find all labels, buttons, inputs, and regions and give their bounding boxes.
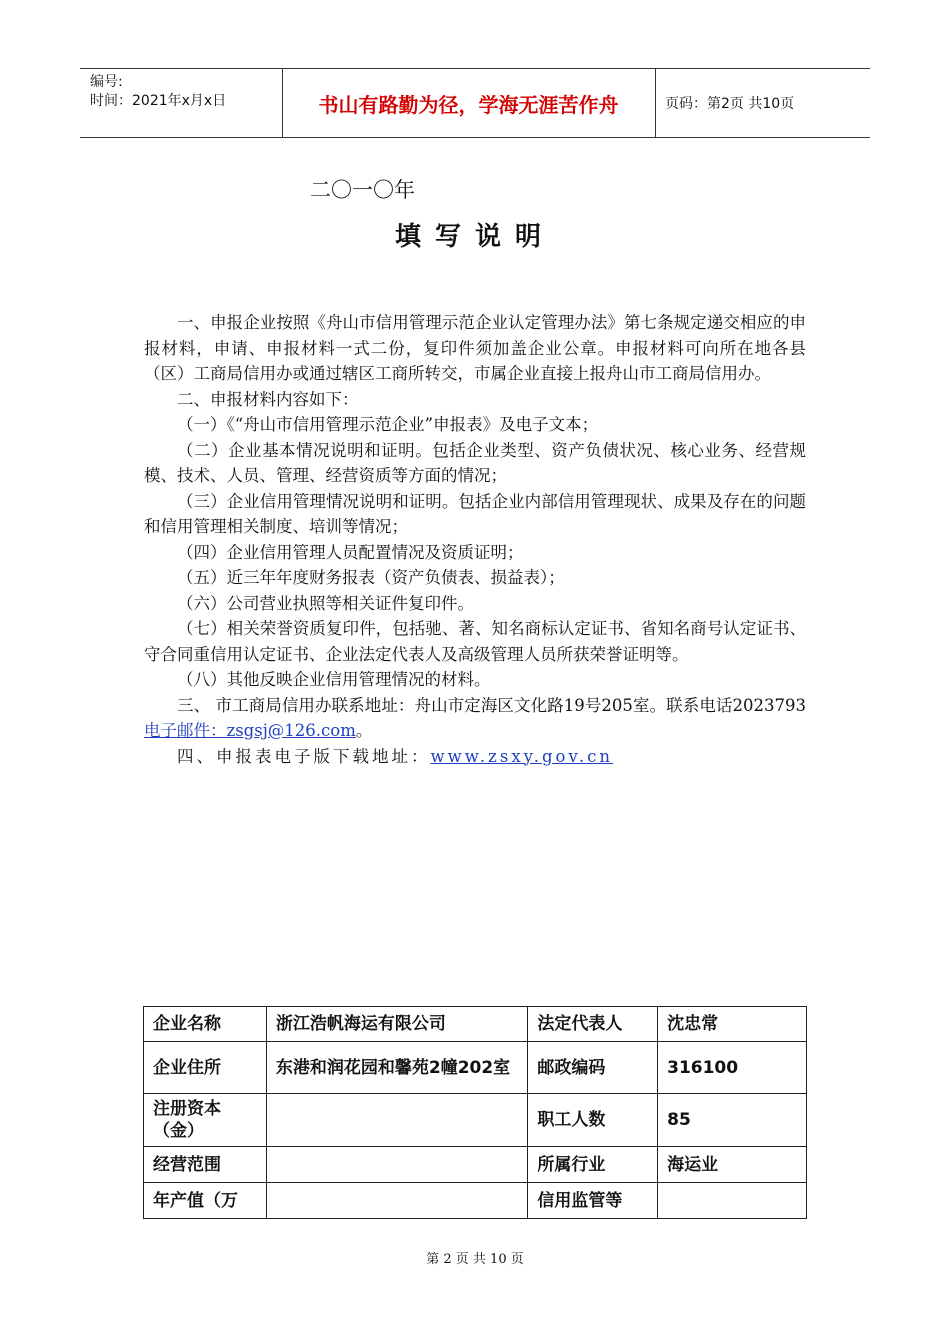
list-item: （一）《“舟山市信用管理示范企业”申报表》及电子文本； <box>177 415 599 434</box>
table-row <box>144 1183 807 1219</box>
instructions-body <box>144 310 806 769</box>
header-meta <box>90 73 226 111</box>
list-item: （二）企业基本情况说明和证明。包括企业类型、资产负债状况、核心业务、经营规模、技术、人员、管理、经营资质等方面的情况； <box>144 440 806 485</box>
table-cell: 浙江浩帆海运有限公司 <box>266 1007 527 1042</box>
list-item: （七）相关荣誉资质复印件，包括驰、著、知名商标认定证书、省知名商号认定证书、守合同重信用认定证书、企业法定代表人及高级管理人员所获荣誉证明等。 <box>144 619 806 664</box>
list-item: （六）公司营业执照等相关证件复印件。 <box>177 593 474 613</box>
contact-paragraph <box>144 693 806 744</box>
download-link[interactable]: www.zsxy.gov.cn <box>430 746 613 766</box>
table-cell: 企业住所 <box>144 1042 267 1094</box>
header-motto: 书山有路勤为径，学海无涯苦作舟 <box>318 92 619 117</box>
document-year: 二〇一〇年 <box>310 178 415 202</box>
table-cell: 沈忠常 <box>658 1007 807 1042</box>
contact-end: 。 <box>355 721 373 740</box>
table-row <box>144 1042 807 1094</box>
table-cell: 316100 <box>658 1042 807 1094</box>
download-text: 四、申报表电子版下载地址： <box>177 746 431 766</box>
table-cell: 信用监管等 <box>528 1183 658 1219</box>
email-link[interactable]: 电子邮件：zsgsj@126.com <box>144 721 356 740</box>
table-cell: 年产值（万 <box>144 1183 267 1219</box>
list-item: （五）近三年年度财务报表（资产负债表、损益表）； <box>177 568 565 587</box>
table-cell: 职工人数 <box>528 1094 658 1147</box>
table-cell: 经营范围 <box>144 1147 267 1183</box>
table-cell: 企业名称 <box>144 1007 267 1042</box>
table-cell <box>266 1094 527 1147</box>
table-cell: 东港和润花园和馨苑2幢202室 <box>266 1042 527 1094</box>
time-label: 时间：2021年x月x日 <box>90 93 227 109</box>
table-row <box>144 1147 807 1183</box>
table-cell <box>266 1183 527 1219</box>
contact-text: 三、 市工商局信用办联系地址：舟山市定海区文化路19号205室。联系电话2023793 <box>177 695 806 715</box>
page-header <box>80 68 870 138</box>
page-footer: 第 2 页 共 10 页 <box>426 1252 524 1267</box>
table-cell: 所属行业 <box>528 1147 658 1183</box>
list-item: （四）企业信用管理人员配置情况及资质证明； <box>177 542 524 562</box>
paragraph: 二、申报材料内容如下： <box>177 389 359 409</box>
table-cell: 注册资本（金） <box>144 1094 267 1147</box>
list-item: （三）企业信用管理情况说明和证明。包括企业内部信用管理现状、成果及存在的问题和信用管理相关制度、培训等情况； <box>144 491 806 536</box>
table-cell <box>266 1147 527 1183</box>
download-paragraph <box>144 744 806 770</box>
table-cell: 法定代表人 <box>528 1007 658 1042</box>
table-cell: 海运业 <box>658 1147 807 1183</box>
paragraph: 一、申报企业按照《舟山市信用管理示范企业认定管理办法》第七条规定递交相应的申报材料，申请、申报材料一式二份，复印件须加盖企业公章。申报材料可向所在地各县（区）工商局信用办或通过辖区工商所转交，市属企业直接上报舟山市工商局信用办。 <box>144 313 806 383</box>
list-item: （八）其他反映企业信用管理情况的材料。 <box>177 670 491 689</box>
number-label: 编号: <box>90 74 123 90</box>
header-divider <box>655 69 656 137</box>
header-page-info: 页码：第2页 共10页 <box>665 96 795 112</box>
table-cell: 85 <box>658 1094 807 1147</box>
document-title: 填写说明 <box>394 222 555 252</box>
table-row <box>144 1094 807 1147</box>
table-cell: 邮政编码 <box>528 1042 658 1094</box>
table-cell <box>658 1183 807 1219</box>
enterprise-info-table <box>143 1006 807 1219</box>
table-row <box>144 1007 807 1042</box>
